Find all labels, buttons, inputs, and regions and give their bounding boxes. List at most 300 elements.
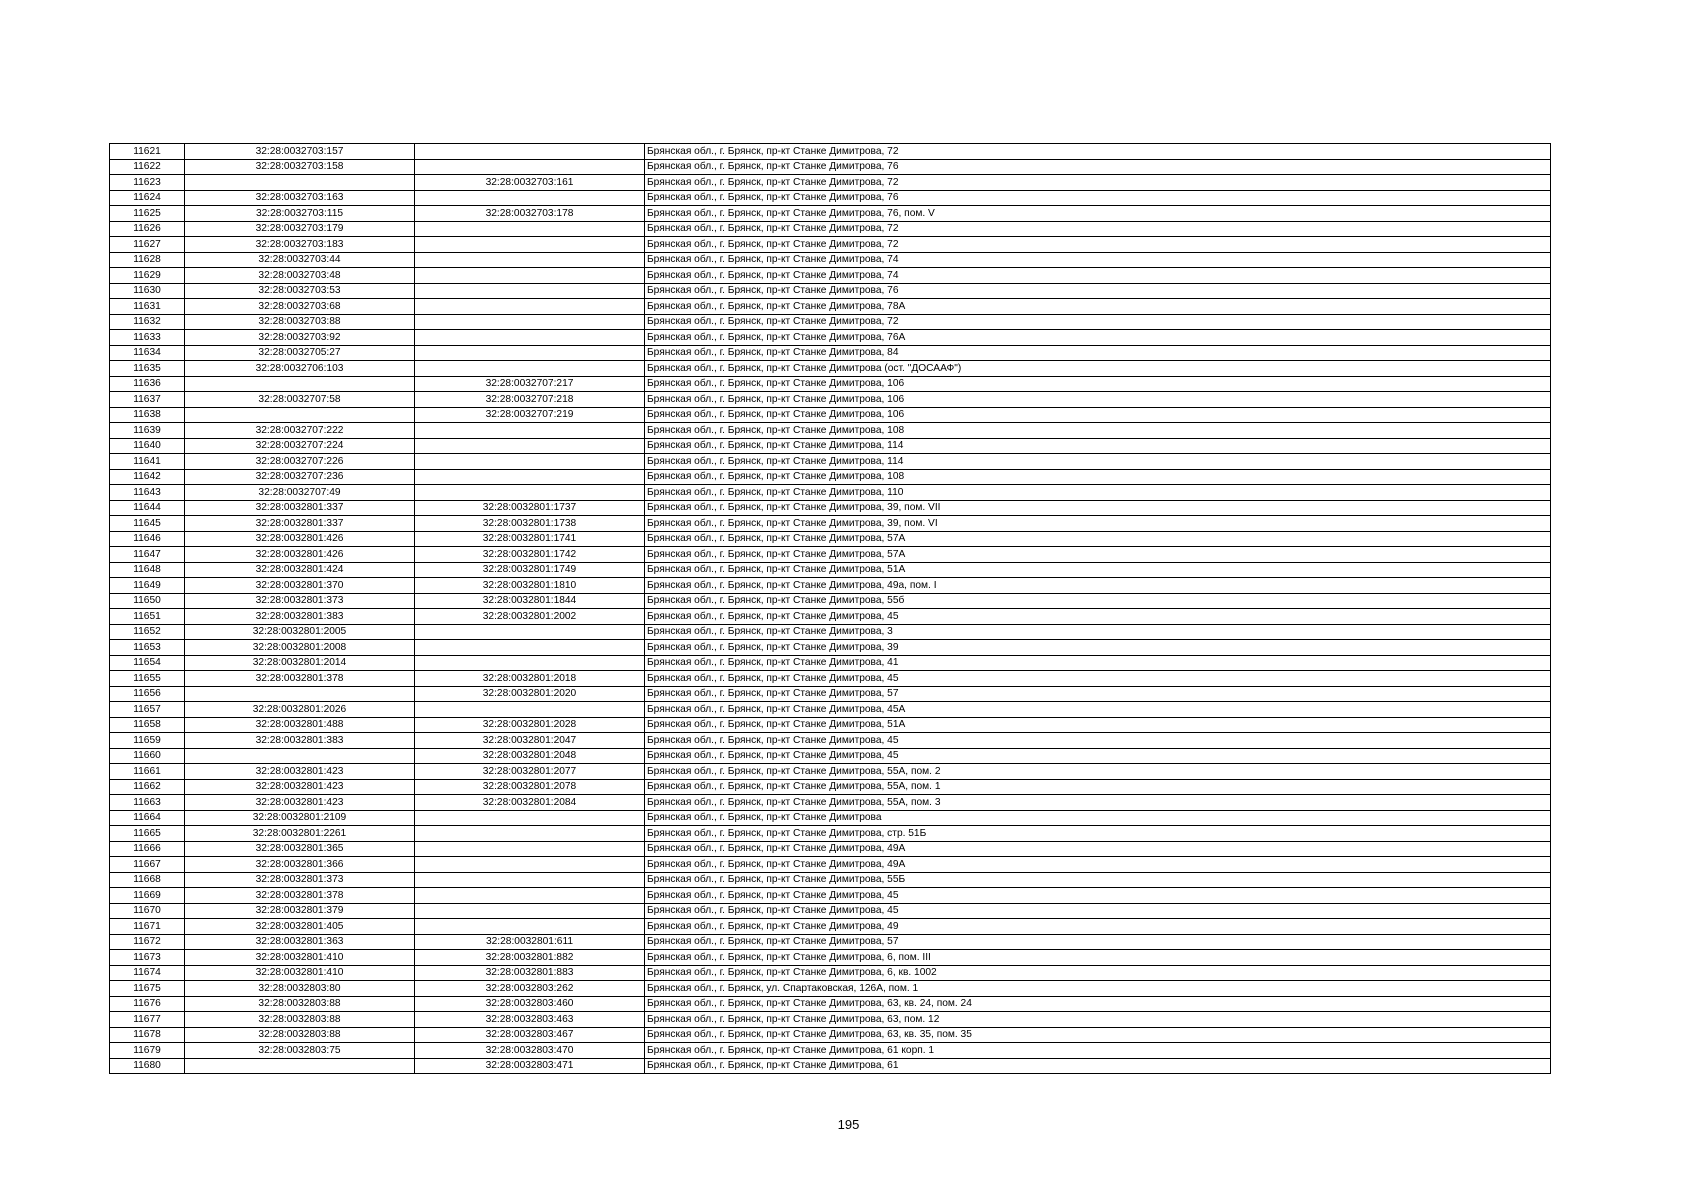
table-body <box>110 144 1551 1074</box>
cell-cadastral-number-primary: 32:28:0032801:365 <box>185 841 415 857</box>
cell-address: Брянская обл., г. Брянск, пр-кт Станке Димитрова, 41 <box>645 655 1551 671</box>
cell-cadastral-number-secondary: 32:28:0032801:2028 <box>415 717 645 733</box>
table-row <box>110 1043 1551 1059</box>
cell-cadastral-number-primary: 32:28:0032801:370 <box>185 578 415 594</box>
cell-row-number: 11662 <box>110 779 185 795</box>
cell-cadastral-number-primary: 32:28:0032707:49 <box>185 485 415 501</box>
table-row <box>110 903 1551 919</box>
table-row <box>110 299 1551 315</box>
cell-cadastral-number-primary: 32:28:0032801:337 <box>185 500 415 516</box>
cell-cadastral-number-secondary <box>415 810 645 826</box>
cell-cadastral-number-secondary <box>415 283 645 299</box>
cell-row-number: 11641 <box>110 454 185 470</box>
cell-row-number: 11672 <box>110 934 185 950</box>
cell-cadastral-number-secondary: 32:28:0032801:2078 <box>415 779 645 795</box>
cell-cadastral-number-primary: 32:28:0032703:92 <box>185 330 415 346</box>
cell-cadastral-number-secondary: 32:28:0032801:611 <box>415 934 645 950</box>
table-row <box>110 764 1551 780</box>
cell-row-number: 11636 <box>110 376 185 392</box>
cell-row-number: 11651 <box>110 609 185 625</box>
cell-cadastral-number-secondary: 32:28:0032801:1737 <box>415 500 645 516</box>
cell-cadastral-number-secondary <box>415 330 645 346</box>
cell-row-number: 11638 <box>110 407 185 423</box>
table-row <box>110 640 1551 656</box>
cell-address: Брянская обл., г. Брянск, пр-кт Станке Димитрова, 45А <box>645 702 1551 718</box>
cell-row-number: 11669 <box>110 888 185 904</box>
cell-cadastral-number-primary: 32:28:0032703:88 <box>185 314 415 330</box>
cell-row-number: 11621 <box>110 144 185 160</box>
cell-row-number: 11658 <box>110 717 185 733</box>
cell-cadastral-number-secondary <box>415 702 645 718</box>
cell-cadastral-number-secondary: 32:28:0032801:1810 <box>415 578 645 594</box>
cell-address: Брянская обл., г. Брянск, пр-кт Станке Димитрова, 49 <box>645 919 1551 935</box>
cell-cadastral-number-primary: 32:28:0032803:88 <box>185 996 415 1012</box>
cell-cadastral-number-secondary: 32:28:0032801:2077 <box>415 764 645 780</box>
table-row <box>110 175 1551 191</box>
cell-row-number: 11649 <box>110 578 185 594</box>
cell-address: Брянская обл., г. Брянск, пр-кт Станке Димитрова, 63, кв. 24, пом. 24 <box>645 996 1551 1012</box>
cell-cadastral-number-secondary: 32:28:0032803:463 <box>415 1012 645 1028</box>
cell-row-number: 11627 <box>110 237 185 253</box>
cell-row-number: 11653 <box>110 640 185 656</box>
cell-cadastral-number-primary: 32:28:0032703:183 <box>185 237 415 253</box>
cell-cadastral-number-primary: 32:28:0032801:2109 <box>185 810 415 826</box>
table-row <box>110 206 1551 222</box>
cell-address: Брянская обл., г. Брянск, пр-кт Станке Димитрова, 72 <box>645 314 1551 330</box>
table-row <box>110 717 1551 733</box>
cell-cadastral-number-secondary <box>415 640 645 656</box>
cell-row-number: 11676 <box>110 996 185 1012</box>
cell-cadastral-number-secondary: 32:28:0032707:219 <box>415 407 645 423</box>
cell-row-number: 11633 <box>110 330 185 346</box>
cell-row-number: 11657 <box>110 702 185 718</box>
cell-row-number: 11642 <box>110 469 185 485</box>
cell-cadastral-number-primary: 32:28:0032707:226 <box>185 454 415 470</box>
table-row <box>110 392 1551 408</box>
cell-row-number: 11644 <box>110 500 185 516</box>
cell-cadastral-number-secondary: 32:28:0032803:460 <box>415 996 645 1012</box>
cell-cadastral-number-primary: 32:28:0032801:2008 <box>185 640 415 656</box>
cell-address: Брянская обл., г. Брянск, пр-кт Станке Димитрова, 51А <box>645 562 1551 578</box>
table-row <box>110 872 1551 888</box>
cell-cadastral-number-primary: 32:28:0032801:424 <box>185 562 415 578</box>
table-row <box>110 531 1551 547</box>
cell-cadastral-number-primary: 32:28:0032801:383 <box>185 609 415 625</box>
cell-row-number: 11628 <box>110 252 185 268</box>
cell-row-number: 11635 <box>110 361 185 377</box>
cell-address: Брянская обл., г. Брянск, пр-кт Станке Димитрова, 61 <box>645 1058 1551 1074</box>
cell-cadastral-number-primary <box>185 748 415 764</box>
table-row <box>110 655 1551 671</box>
cell-cadastral-number-primary: 32:28:0032801:378 <box>185 888 415 904</box>
table-row <box>110 919 1551 935</box>
cell-address: Брянская обл., г. Брянск, пр-кт Станке Димитрова, 74 <box>645 268 1551 284</box>
cell-row-number: 11671 <box>110 919 185 935</box>
cell-row-number: 11623 <box>110 175 185 191</box>
table-row <box>110 795 1551 811</box>
cell-address: Брянская обл., г. Брянск, пр-кт Станке Димитрова, 57 <box>645 686 1551 702</box>
cell-row-number: 11639 <box>110 423 185 439</box>
cell-cadastral-number-secondary <box>415 826 645 842</box>
cell-cadastral-number-secondary: 32:28:0032703:161 <box>415 175 645 191</box>
table-row <box>110 733 1551 749</box>
cell-address: Брянская обл., г. Брянск, пр-кт Станке Димитрова, 114 <box>645 454 1551 470</box>
cell-cadastral-number-primary: 32:28:0032707:222 <box>185 423 415 439</box>
cell-address: Брянская обл., г. Брянск, пр-кт Станке Димитрова, 108 <box>645 469 1551 485</box>
cell-cadastral-number-primary: 32:28:0032801:423 <box>185 764 415 780</box>
cell-row-number: 11655 <box>110 671 185 687</box>
cell-address: Брянская обл., г. Брянск, пр-кт Станке Димитрова, 76 <box>645 283 1551 299</box>
cell-address: Брянская обл., г. Брянск, пр-кт Станке Димитрова, 76А <box>645 330 1551 346</box>
cell-cadastral-number-primary: 32:28:0032801:366 <box>185 857 415 873</box>
cell-cadastral-number-secondary <box>415 438 645 454</box>
cell-address: Брянская обл., г. Брянск, пр-кт Станке Димитрова, 39, пом. VI <box>645 516 1551 532</box>
cell-cadastral-number-secondary <box>415 299 645 315</box>
cell-row-number: 11640 <box>110 438 185 454</box>
cell-cadastral-number-secondary <box>415 454 645 470</box>
cell-cadastral-number-secondary: 32:28:0032801:883 <box>415 965 645 981</box>
cell-address: Брянская обл., г. Брянск, пр-кт Станке Димитрова, 106 <box>645 407 1551 423</box>
cell-address: Брянская обл., г. Брянск, пр-кт Станке Димитрова, 45 <box>645 733 1551 749</box>
cell-address: Брянская обл., г. Брянск, пр-кт Станке Димитрова, 51А <box>645 717 1551 733</box>
cell-cadastral-number-primary: 32:28:0032703:157 <box>185 144 415 160</box>
cell-cadastral-number-primary: 32:28:0032801:2014 <box>185 655 415 671</box>
cell-cadastral-number-primary: 32:28:0032703:115 <box>185 206 415 222</box>
cell-row-number: 11624 <box>110 190 185 206</box>
cell-address: Брянская обл., г. Брянск, пр-кт Станке Димитрова, 45 <box>645 609 1551 625</box>
cell-cadastral-number-primary <box>185 407 415 423</box>
table-row <box>110 438 1551 454</box>
table-row <box>110 609 1551 625</box>
table-row <box>110 888 1551 904</box>
cell-cadastral-number-primary: 32:28:0032801:2026 <box>185 702 415 718</box>
cell-cadastral-number-secondary <box>415 857 645 873</box>
table-row <box>110 748 1551 764</box>
cell-cadastral-number-primary: 32:28:0032801:410 <box>185 965 415 981</box>
cell-row-number: 11667 <box>110 857 185 873</box>
table-row <box>110 144 1551 160</box>
table-row <box>110 624 1551 640</box>
cell-cadastral-number-primary: 32:28:0032703:163 <box>185 190 415 206</box>
cell-address: Брянская обл., г. Брянск, пр-кт Станке Димитрова, 114 <box>645 438 1551 454</box>
table-row <box>110 950 1551 966</box>
cell-cadastral-number-primary: 32:28:0032801:405 <box>185 919 415 935</box>
cell-cadastral-number-secondary <box>415 361 645 377</box>
cell-cadastral-number-primary: 32:28:0032703:44 <box>185 252 415 268</box>
cell-cadastral-number-primary <box>185 1058 415 1074</box>
cell-cadastral-number-secondary <box>415 888 645 904</box>
cell-row-number: 11643 <box>110 485 185 501</box>
cell-cadastral-number-primary: 32:28:0032803:88 <box>185 1012 415 1028</box>
cell-cadastral-number-secondary <box>415 485 645 501</box>
table-row <box>110 779 1551 795</box>
table-row <box>110 283 1551 299</box>
cell-cadastral-number-secondary: 32:28:0032801:2002 <box>415 609 645 625</box>
cell-cadastral-number-primary: 32:28:0032707:236 <box>185 469 415 485</box>
cell-address: Брянская обл., г. Брянск, пр-кт Станке Димитрова, 45 <box>645 748 1551 764</box>
cell-row-number: 11630 <box>110 283 185 299</box>
cell-row-number: 11645 <box>110 516 185 532</box>
table-row <box>110 252 1551 268</box>
cell-cadastral-number-secondary: 32:28:0032801:1738 <box>415 516 645 532</box>
cell-cadastral-number-primary: 32:28:0032801:2261 <box>185 826 415 842</box>
cell-row-number: 11663 <box>110 795 185 811</box>
table-row <box>110 1027 1551 1043</box>
cell-cadastral-number-primary: 32:28:0032706:103 <box>185 361 415 377</box>
cell-row-number: 11650 <box>110 593 185 609</box>
cell-address: Брянская обл., г. Брянск, пр-кт Станке Димитрова, 76 <box>645 159 1551 175</box>
cell-cadastral-number-primary: 32:28:0032801:410 <box>185 950 415 966</box>
cell-address: Брянская обл., г. Брянск, пр-кт Станке Димитрова, 39, пом. VII <box>645 500 1551 516</box>
cell-address: Брянская обл., г. Брянск, пр-кт Станке Димитрова, 110 <box>645 485 1551 501</box>
cell-cadastral-number-primary <box>185 175 415 191</box>
cell-cadastral-number-primary: 32:28:0032801:363 <box>185 934 415 950</box>
cell-cadastral-number-secondary <box>415 423 645 439</box>
cell-address: Брянская обл., г. Брянск, пр-кт Станке Димитрова, 78А <box>645 299 1551 315</box>
table-row <box>110 934 1551 950</box>
cell-cadastral-number-primary: 32:28:0032801:379 <box>185 903 415 919</box>
cell-address: Брянская обл., г. Брянск, пр-кт Станке Димитрова, 57А <box>645 547 1551 563</box>
cell-address: Брянская обл., г. Брянск, пр-кт Станке Димитрова, 108 <box>645 423 1551 439</box>
cell-cadastral-number-primary: 32:28:0032803:80 <box>185 981 415 997</box>
cell-cadastral-number-secondary: 32:28:0032801:2047 <box>415 733 645 749</box>
table-row <box>110 593 1551 609</box>
cell-row-number: 11660 <box>110 748 185 764</box>
cell-address: Брянская обл., г. Брянск, пр-кт Станке Димитрова, 45 <box>645 903 1551 919</box>
cell-cadastral-number-primary: 32:28:0032801:337 <box>185 516 415 532</box>
cell-cadastral-number-primary: 32:28:0032703:158 <box>185 159 415 175</box>
table-row <box>110 159 1551 175</box>
table-row <box>110 981 1551 997</box>
cell-cadastral-number-secondary <box>415 268 645 284</box>
cell-cadastral-number-secondary <box>415 841 645 857</box>
cell-row-number: 11656 <box>110 686 185 702</box>
table-row <box>110 562 1551 578</box>
table-row <box>110 407 1551 423</box>
cell-cadastral-number-primary <box>185 376 415 392</box>
cell-row-number: 11648 <box>110 562 185 578</box>
cell-cadastral-number-secondary: 32:28:0032801:2084 <box>415 795 645 811</box>
cell-cadastral-number-primary: 32:28:0032801:423 <box>185 779 415 795</box>
cell-row-number: 11661 <box>110 764 185 780</box>
cell-row-number: 11680 <box>110 1058 185 1074</box>
cell-cadastral-number-secondary <box>415 903 645 919</box>
cell-cadastral-number-secondary: 32:28:0032801:1741 <box>415 531 645 547</box>
cell-cadastral-number-primary <box>185 686 415 702</box>
cell-address: Брянская обл., г. Брянск, пр-кт Станке Димитрова, 55А, пом. 1 <box>645 779 1551 795</box>
table-row <box>110 423 1551 439</box>
cell-address: Брянская обл., г. Брянск, пр-кт Станке Димитрова, 45 <box>645 671 1551 687</box>
cell-cadastral-number-secondary: 32:28:0032803:262 <box>415 981 645 997</box>
cell-row-number: 11634 <box>110 345 185 361</box>
table-row <box>110 345 1551 361</box>
cell-cadastral-number-secondary <box>415 159 645 175</box>
cell-cadastral-number-secondary: 32:28:0032803:467 <box>415 1027 645 1043</box>
cell-cadastral-number-primary: 32:28:0032707:224 <box>185 438 415 454</box>
cell-address: Брянская обл., г. Брянск, пр-кт Станке Димитрова, 74 <box>645 252 1551 268</box>
page-number: 195 <box>837 1117 860 1132</box>
cell-cadastral-number-secondary <box>415 469 645 485</box>
table-row <box>110 686 1551 702</box>
cell-cadastral-number-primary: 32:28:0032703:179 <box>185 221 415 237</box>
cell-cadastral-number-secondary: 32:28:0032803:470 <box>415 1043 645 1059</box>
table-row <box>110 268 1551 284</box>
cell-cadastral-number-secondary <box>415 919 645 935</box>
cell-row-number: 11673 <box>110 950 185 966</box>
cell-address: Брянская обл., г. Брянск, пр-кт Станке Димитрова, 49А <box>645 857 1551 873</box>
cell-address: Брянская обл., г. Брянск, пр-кт Станке Димитрова, 61 корп. 1 <box>645 1043 1551 1059</box>
cell-address: Брянская обл., г. Брянск, ул. Спартаковская, 126А, пом. 1 <box>645 981 1551 997</box>
cell-cadastral-number-secondary <box>415 190 645 206</box>
cell-row-number: 11652 <box>110 624 185 640</box>
cell-address: Брянская обл., г. Брянск, пр-кт Станке Димитрова <box>645 810 1551 826</box>
table-row <box>110 578 1551 594</box>
cell-row-number: 11675 <box>110 981 185 997</box>
cell-cadastral-number-primary: 32:28:0032803:75 <box>185 1043 415 1059</box>
cell-row-number: 11637 <box>110 392 185 408</box>
cell-cadastral-number-secondary <box>415 655 645 671</box>
table-row <box>110 516 1551 532</box>
cell-address: Брянская обл., г. Брянск, пр-кт Станке Димитрова, 76 <box>645 190 1551 206</box>
cell-cadastral-number-primary: 32:28:0032801:423 <box>185 795 415 811</box>
table-row <box>110 500 1551 516</box>
cell-cadastral-number-primary: 32:28:0032801:383 <box>185 733 415 749</box>
cell-address: Брянская обл., г. Брянск, пр-кт Станке Димитрова, 6, кв. 1002 <box>645 965 1551 981</box>
cell-cadastral-number-primary: 32:28:0032705:27 <box>185 345 415 361</box>
cell-address: Брянская обл., г. Брянск, пр-кт Станке Димитрова, 72 <box>645 144 1551 160</box>
cell-cadastral-number-secondary <box>415 252 645 268</box>
cell-cadastral-number-secondary <box>415 624 645 640</box>
cell-cadastral-number-primary: 32:28:0032803:88 <box>185 1027 415 1043</box>
cell-cadastral-number-secondary: 32:28:0032703:178 <box>415 206 645 222</box>
cell-cadastral-number-secondary <box>415 314 645 330</box>
cell-row-number: 11632 <box>110 314 185 330</box>
table-row <box>110 996 1551 1012</box>
cell-address: Брянская обл., г. Брянск, пр-кт Станке Димитрова, 49А <box>645 841 1551 857</box>
cell-cadastral-number-primary: 32:28:0032801:378 <box>185 671 415 687</box>
cell-cadastral-number-primary: 32:28:0032703:68 <box>185 299 415 315</box>
cell-cadastral-number-secondary: 32:28:0032803:471 <box>415 1058 645 1074</box>
cell-row-number: 11654 <box>110 655 185 671</box>
table-row <box>110 857 1551 873</box>
cell-address: Брянская обл., г. Брянск, пр-кт Станке Димитрова (ост. "ДОСААФ") <box>645 361 1551 377</box>
cell-address: Брянская обл., г. Брянск, пр-кт Станке Димитрова, 72 <box>645 237 1551 253</box>
cell-address: Брянская обл., г. Брянск, пр-кт Станке Димитрова, 72 <box>645 221 1551 237</box>
table-row <box>110 1012 1551 1028</box>
cell-cadastral-number-secondary: 32:28:0032801:1844 <box>415 593 645 609</box>
cell-cadastral-number-primary: 32:28:0032707:58 <box>185 392 415 408</box>
cell-address: Брянская обл., г. Брянск, пр-кт Станке Димитрова, стр. 51Б <box>645 826 1551 842</box>
table-row <box>110 810 1551 826</box>
cell-cadastral-number-secondary: 32:28:0032801:2018 <box>415 671 645 687</box>
cell-cadastral-number-primary: 32:28:0032801:2005 <box>185 624 415 640</box>
cell-cadastral-number-secondary: 32:28:0032707:217 <box>415 376 645 392</box>
cell-cadastral-number-primary: 32:28:0032801:373 <box>185 872 415 888</box>
cell-cadastral-number-primary: 32:28:0032801:426 <box>185 547 415 563</box>
cell-address: Брянская обл., г. Брянск, пр-кт Станке Димитрова, 55А, пом. 2 <box>645 764 1551 780</box>
cell-row-number: 11679 <box>110 1043 185 1059</box>
table-row <box>110 376 1551 392</box>
table-row <box>110 330 1551 346</box>
cell-row-number: 11665 <box>110 826 185 842</box>
table-row <box>110 469 1551 485</box>
table-row <box>110 314 1551 330</box>
table-row <box>110 702 1551 718</box>
cell-address: Брянская обл., г. Брянск, пр-кт Станке Димитрова, 49а, пом. I <box>645 578 1551 594</box>
table-row <box>110 965 1551 981</box>
cell-cadastral-number-secondary <box>415 144 645 160</box>
cell-row-number: 11664 <box>110 810 185 826</box>
cell-cadastral-number-primary: 32:28:0032801:373 <box>185 593 415 609</box>
cell-cadastral-number-secondary: 32:28:0032707:218 <box>415 392 645 408</box>
cell-address: Брянская обл., г. Брянск, пр-кт Станке Димитрова, 55б <box>645 593 1551 609</box>
cell-address: Брянская обл., г. Брянск, пр-кт Станке Димитрова, 72 <box>645 175 1551 191</box>
cell-address: Брянская обл., г. Брянск, пр-кт Станке Димитрова, 55А, пом. 3 <box>645 795 1551 811</box>
cell-cadastral-number-primary: 32:28:0032703:48 <box>185 268 415 284</box>
table-row <box>110 826 1551 842</box>
cell-address: Брянская обл., г. Брянск, пр-кт Станке Димитрова, 3 <box>645 624 1551 640</box>
table-row <box>110 1058 1551 1074</box>
cell-address: Брянская обл., г. Брянск, пр-кт Станке Димитрова, 76, пом. V <box>645 206 1551 222</box>
cell-cadastral-number-primary: 32:28:0032703:53 <box>185 283 415 299</box>
cell-row-number: 11629 <box>110 268 185 284</box>
cell-address: Брянская обл., г. Брянск, пр-кт Станке Димитрова, 84 <box>645 345 1551 361</box>
cell-cadastral-number-secondary: 32:28:0032801:882 <box>415 950 645 966</box>
table-row <box>110 221 1551 237</box>
cell-row-number: 11626 <box>110 221 185 237</box>
cell-cadastral-number-secondary: 32:28:0032801:1749 <box>415 562 645 578</box>
cell-address: Брянская обл., г. Брянск, пр-кт Станке Димитрова, 6, пом. III <box>645 950 1551 966</box>
cell-cadastral-number-secondary <box>415 345 645 361</box>
cell-cadastral-number-primary: 32:28:0032801:426 <box>185 531 415 547</box>
cell-row-number: 11659 <box>110 733 185 749</box>
cell-cadastral-number-secondary: 32:28:0032801:2048 <box>415 748 645 764</box>
cell-address: Брянская обл., г. Брянск, пр-кт Станке Димитрова, 63, пом. 12 <box>645 1012 1551 1028</box>
cell-address: Брянская обл., г. Брянск, пр-кт Станке Димитрова, 55Б <box>645 872 1551 888</box>
table-row <box>110 237 1551 253</box>
cell-row-number: 11678 <box>110 1027 185 1043</box>
cell-cadastral-number-secondary: 32:28:0032801:1742 <box>415 547 645 563</box>
table-row <box>110 361 1551 377</box>
cell-address: Брянская обл., г. Брянск, пр-кт Станке Димитрова, 39 <box>645 640 1551 656</box>
cell-row-number: 11666 <box>110 841 185 857</box>
cell-address: Брянская обл., г. Брянск, пр-кт Станке Димитрова, 106 <box>645 376 1551 392</box>
cell-address: Брянская обл., г. Брянск, пр-кт Станке Димитрова, 106 <box>645 392 1551 408</box>
cell-address: Брянская обл., г. Брянск, пр-кт Станке Димитрова, 57А <box>645 531 1551 547</box>
cell-row-number: 11674 <box>110 965 185 981</box>
table-row <box>110 671 1551 687</box>
cell-cadastral-number-secondary <box>415 237 645 253</box>
cell-cadastral-number-secondary: 32:28:0032801:2020 <box>415 686 645 702</box>
cell-row-number: 11625 <box>110 206 185 222</box>
cell-row-number: 11668 <box>110 872 185 888</box>
cell-row-number: 11622 <box>110 159 185 175</box>
cell-cadastral-number-primary: 32:28:0032801:488 <box>185 717 415 733</box>
cell-row-number: 11647 <box>110 547 185 563</box>
cell-address: Брянская обл., г. Брянск, пр-кт Станке Димитрова, 57 <box>645 934 1551 950</box>
cell-row-number: 11677 <box>110 1012 185 1028</box>
cell-row-number: 11631 <box>110 299 185 315</box>
table-row <box>110 485 1551 501</box>
cell-row-number: 11670 <box>110 903 185 919</box>
cadastral-table <box>109 143 1551 1074</box>
cell-address: Брянская обл., г. Брянск, пр-кт Станке Димитрова, 63, кв. 35, пом. 35 <box>645 1027 1551 1043</box>
cell-cadastral-number-secondary <box>415 221 645 237</box>
cell-address: Брянская обл., г. Брянск, пр-кт Станке Димитрова, 45 <box>645 888 1551 904</box>
cell-row-number: 11646 <box>110 531 185 547</box>
table-row <box>110 547 1551 563</box>
table-row <box>110 841 1551 857</box>
